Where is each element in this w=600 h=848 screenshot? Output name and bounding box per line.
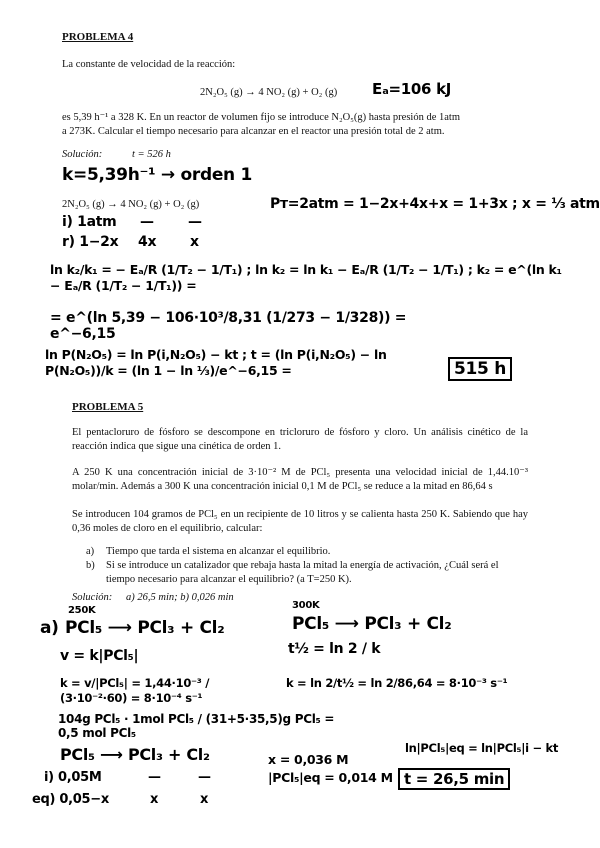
handwritten-reaction-equilibrium: PCl₅ ⟶ PCl₃ + Cl₂: [60, 745, 210, 764]
problem-5-paragraph-2: A 250 K una concentración inicial de 3·10⁻² M de PCl₅ presenta una velocidad inicial de 1,44.10⁻³ molar/min. Además a 300 K una concentración inicial 0,1 M de PCl₅ se reduce a la mitad en 86,64 s: [72, 467, 528, 492]
handwritten-activation-energy: Eₐ=106 kJ: [372, 80, 452, 98]
handwritten-reaction-250k: PCl₅ ⟶ PCl₃ + Cl₂: [65, 618, 225, 638]
problem-4-solution-value: t = 526 h: [132, 149, 171, 160]
handwritten-half-life: t½ = ln 2 / k: [288, 641, 381, 657]
problem-4-statement-line-2: a 273K. Calcular el tiempo necesario para alcanzar en el reactor una presión total de 2 atm.: [62, 126, 445, 137]
problem-4-reaction-repeat: 2N₂O₅ (g) → 4 NO₂ (g) + O₂ (g): [62, 199, 200, 210]
problem-4-solution-label: Solución:: [62, 149, 103, 160]
handwritten-temp-250k: 250K: [68, 605, 96, 616]
handwritten-exponential-equation: = e^(ln 5,39 − 106·10³/8,31 (1/273 − 1/328)) = e^−6,15: [50, 310, 407, 342]
handwritten-reaction-300k: PCl₅ ⟶ PCl₃ + Cl₂: [292, 614, 452, 634]
handwritten-reaction-row: r) 1−2x: [62, 234, 119, 250]
handwritten-initial-dash-pcl3: —: [148, 770, 161, 785]
problem-5-solution-value: a) 26,5 min; b) 0,026 min: [126, 592, 234, 603]
handwritten-part-a-label: a): [40, 618, 59, 638]
handwritten-equilibrium-x-cl2: x: [200, 792, 209, 807]
problem-5-item-a-marker: a): [86, 546, 95, 557]
handwritten-rate-constant: k=5,39h⁻¹ → orden 1: [62, 165, 253, 185]
handwritten-initial-dash-2: —: [188, 214, 202, 230]
problem-5-item-a: Tiempo que tarda el sistema en alcanzar el equilibrio.: [106, 546, 331, 557]
handwritten-initial-dash-1: —: [140, 214, 154, 230]
problem-5-title: PROBLEMA 5: [72, 401, 144, 413]
handwritten-total-pressure: Pᴛ=2atm = 1−2x+4x+x = 1+3x ; x = ⅓ atm: [270, 196, 600, 212]
handwritten-equilibrium-x-pcl3: x: [150, 792, 159, 807]
handwritten-reaction-4x: 4x: [138, 234, 157, 250]
handwritten-temp-300k: 300K: [292, 600, 320, 611]
handwritten-moles-pcl5: 104g PCl₅ · 1mol PCl₅ / (31+5·35,5)g PCl₅ = 0,5 mol PCl₅: [58, 712, 335, 740]
handwritten-initial-dash-cl2: —: [198, 770, 211, 785]
handwritten-result-box: 515 h: [448, 357, 512, 381]
handwritten-pcl5-equilibrium: |PCl₅|eq = 0,014 M: [268, 770, 393, 785]
handwritten-arrhenius-equation: ln k₂/k₁ = − Eₐ/R (1/T₂ − 1/T₁) ; ln k₂ = ln k₁ − Eₐ/R (1/T₂ − 1/T₁) ; k₂ = e^(ln k₁ − Eₐ/R (1/T₂ − 1/T₁)) =: [50, 262, 562, 293]
handwritten-result-equilibrium-time: t = 26,5 min: [398, 768, 510, 790]
problem-4-title: PROBLEMA 4: [62, 31, 134, 43]
handwritten-reaction-x: x: [190, 234, 199, 250]
problem-5-paragraph-1: El pentacloruro de fósforo se descompone en tricloruro de fósforo y cloro. Un análisis cinético de la reacción indica que sigue una cinética de orden 1.: [72, 427, 528, 452]
problem-5-paragraph-3: Se introducen 104 gramos de PCl₅ en un recipiente de 10 litros y se calienta hasta 250 K. Sabiendo que hay 0,36 moles de cloro en el equilibrio, calcular:: [72, 509, 528, 534]
handwritten-k-250k: k = v/|PCl₅| = 1,44·10⁻³ / (3·10⁻²·60) = 8·10⁻⁴ s⁻¹: [60, 676, 210, 705]
handwritten-first-order-equation: ln P(N₂O₅) = ln P(i,N₂O₅) − kt ; t = (ln P(i,N₂O₅) − ln P(N₂O₅))/k = (ln 1 − ln ⅓)/e^−6,15 =: [45, 347, 387, 378]
problem-5-item-b-marker: b): [86, 560, 95, 571]
handwritten-integrated-law: ln|PCl₅|eq = ln|PCl₅|i − kt: [405, 741, 559, 755]
handwritten-k-300k: k = ln 2/t½ = ln 2/86,64 = 8·10⁻³ s⁻¹: [286, 676, 508, 690]
problem-4-statement-line-1: es 5,39 h⁻¹ a 328 K. En un reactor de volumen fijo se introduce N₂O₅(g) hasta presión de 1atm: [62, 112, 460, 123]
handwritten-initial-row: i) 1atm: [62, 214, 117, 230]
problem-5-solution-label: Solución:: [72, 592, 113, 603]
handwritten-rate-law: v = k|PCl₅|: [60, 648, 139, 664]
problem-5-item-b: Si se introduce un catalizador que rebaja hasta la mitad la energía de activación, ¿Cuál será el tiempo necesario para alcanzar el equilibrio? (a T=250 K).: [106, 560, 499, 585]
handwritten-x-value: x = 0,036 M: [268, 752, 349, 767]
problem-4-reaction: 2N₂O₅ (g) → 4 NO₂ (g) + O₂ (g): [200, 87, 338, 98]
problem-4-intro: La constante de velocidad de la reacción:: [62, 59, 236, 70]
handwritten-initial-concentration-row: i) 0,05M: [44, 770, 102, 785]
handwritten-equilibrium-row: eq) 0,05−x: [32, 792, 109, 807]
